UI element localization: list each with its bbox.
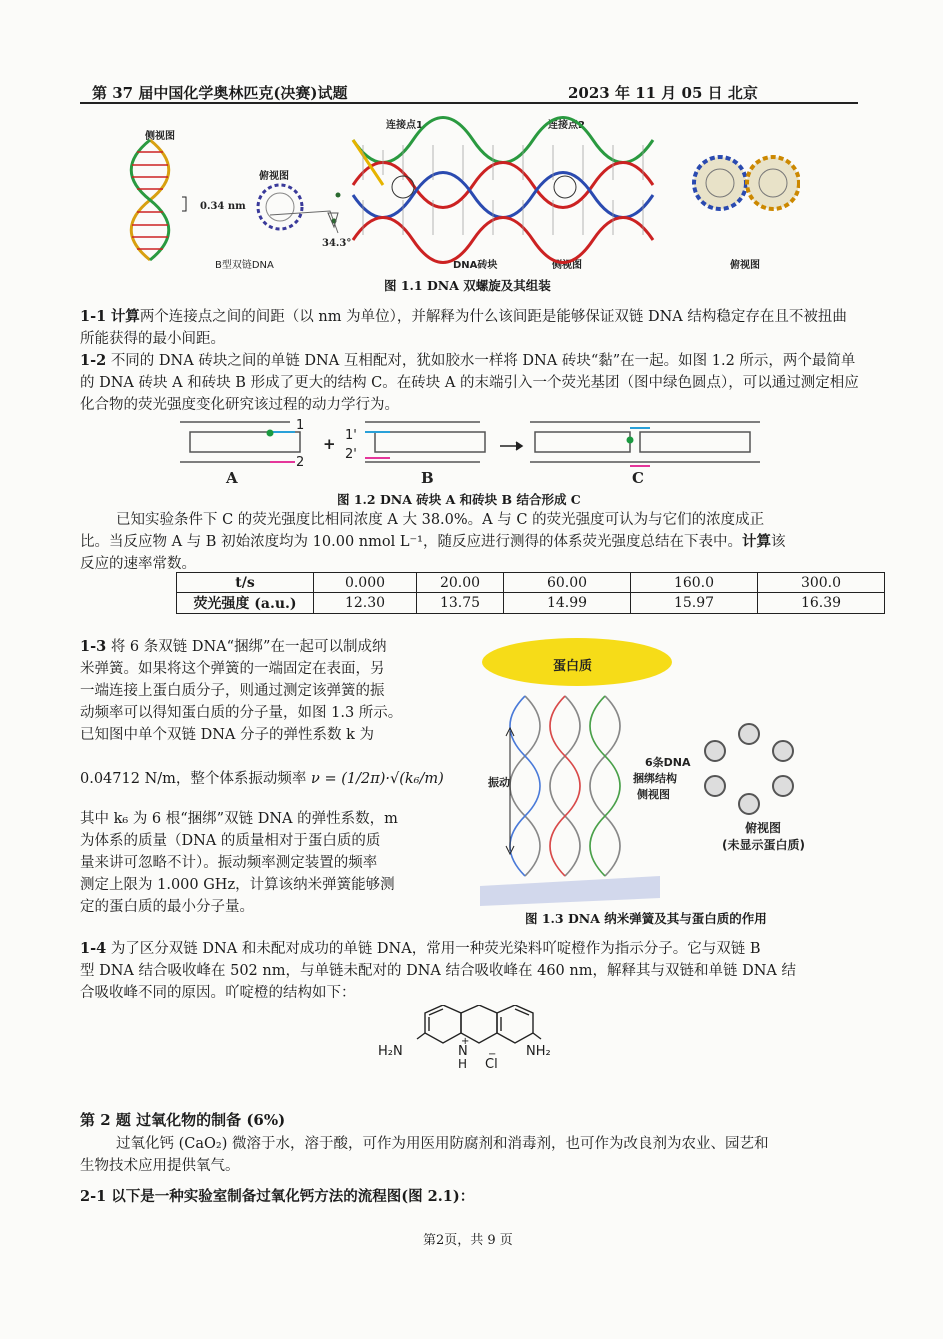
fluorescence-cell: 14.99 [504, 593, 631, 614]
paragraph-line: 米弹簧。如果将这个弹簧的一端固定在表面，另 [80, 661, 385, 677]
question-id: 1-2 [80, 352, 107, 369]
label-bdna: B型双链DNA [215, 260, 274, 271]
strand-2-label: 2 [296, 455, 305, 470]
top-view-ring [258, 185, 341, 233]
top-view-label: 俯视图 [745, 821, 782, 835]
chloride: Cl [485, 1057, 498, 1072]
bundle-label-3: 侧视图 [637, 788, 670, 801]
time-cell: 160.0 [631, 573, 758, 593]
top-view-note: (未显示蛋白质) [722, 838, 805, 852]
dna-helix-illustration [120, 115, 800, 275]
label-dna-brick: DNA砖块 [453, 260, 498, 271]
paragraph-line: 动频率可以得知蛋白质的分子量，如图 1.3 所示。 [80, 705, 403, 721]
label-angle: 34.3° [322, 238, 352, 249]
exam-title: 第 37 届中国化学奥林匹克(决赛)试题 [92, 84, 348, 102]
question-2-title: 第 2 题 过氧化物的制备 (6%) [80, 1111, 286, 1129]
chloride-charge: − [488, 1049, 497, 1060]
question-verb: 计算 [110, 308, 140, 325]
question-1-4 [80, 938, 860, 1004]
brick-b-label: B [421, 469, 434, 487]
paragraph-line: 1-4 为了区分双链 DNA 和未配对成功的单链 DNA，常用一种荧光染料吖啶橙作为指示分子。它与双链 B [80, 940, 761, 957]
fluorescence-cell: 16.39 [758, 593, 885, 614]
exam-date: 2023 年 11 月 05 日 北京 [568, 84, 758, 102]
question-text: 两个连接点之间的间距（以 nm 为单位），并解释为什么该间距是能够保证双链 DNA 结构稳定存在且不被扭曲所能获得的最小间距。 [80, 309, 847, 347]
nitrogen-charge: + [461, 1036, 470, 1047]
strand-2p-label: 2' [345, 447, 357, 462]
bundle-label-1: 6条DNA [645, 756, 691, 769]
assembly-top-view [694, 157, 799, 209]
header-rule [80, 102, 858, 104]
paragraph-line: 1-3 将 6 条双链 DNA“捆绑”在一起可以制成纳 [80, 638, 387, 655]
table-row [177, 573, 885, 593]
bundle-label-2: 捆绑结构 [633, 772, 677, 785]
time-cell: 0.000 [314, 573, 417, 593]
fluorescence-table [176, 572, 885, 614]
paragraph-line: 一端连接上蛋白质分子，则通过测定该弹簧的振 [80, 683, 385, 699]
paragraph-line: 比。当反应物 A 与 B 初始浓度均为 10.00 nmol L⁻¹，随反应进行测得的体系荧光强度总结在下表中。计算该 [80, 533, 786, 550]
caption-fig-1-3: 图 1.3 DNA 纳米弹簧及其与蛋白质的作用 [525, 911, 767, 926]
question-1-2 [80, 350, 860, 416]
brick-binding-diagram [170, 418, 770, 492]
paragraph-line: 过氧化钙 (CaO₂) 微溶于水，溶于酸，可作为用医用防腐剂和消毒剂，也可作为改良剂为农业、园艺和 [116, 1136, 769, 1152]
question-1-2-continued [80, 509, 860, 575]
caption-fig-1-1: 图 1.1 DNA 双螺旋及其组装 [384, 278, 551, 293]
paragraph-line: 定的蛋白质的最小分子量。 [80, 899, 254, 915]
question-text: 不同的 DNA 砖块之间的单链 DNA 互相配对，犹如胶水一样将 DNA 砖块“黏”在一起。如图 1.2 所示，两个最简单的 DNA 砖块 A 和砖块 B 形成了更大的结构 C。在砖块 A 的末端引入一个荧光基团（图中绿色圆点），可以通过测定相应化合物的荧光强度变化研究该过程的动力学行为。 [80, 353, 859, 413]
brick-a-label: A [226, 469, 238, 487]
strand-1p-label: 1' [345, 428, 357, 443]
time-cell: 60.00 [504, 573, 631, 593]
caption-fig-1-2: 图 1.2 DNA 砖块 A 和砖块 B 结合形成 C [337, 492, 581, 507]
label-joint-1: 连接点1 [386, 120, 423, 131]
label-side-view: 侧视图 [145, 131, 175, 142]
amine-left: H₂N [378, 1044, 403, 1059]
ring-nitrogen: N [458, 1044, 468, 1059]
b-dna-helix [131, 140, 186, 260]
paragraph-line: 为体系的质量（DNA 的质量相对于蛋白质的质 [80, 833, 381, 849]
formula-line: 0.04712 N/m，整个体系振动频率 ν = (1/2π)·√(k₆/m) [80, 771, 444, 787]
label-side-view-2: 侧视图 [552, 260, 582, 271]
question-1-3 [80, 636, 444, 918]
acridine-ring-svg [395, 1005, 545, 1067]
paragraph-line: 其中 k₆ 为 6 根“捆绑”双链 DNA 的弹性系数，m [80, 811, 398, 827]
paragraph-line: 反应的速率常数。 [80, 556, 196, 572]
table-row [177, 593, 885, 614]
paragraph-line: 测定上限为 1.000 GHz，计算该纳米弹簧能够测 [80, 877, 395, 893]
paragraph-line: 生物技术应用提供氧气。 [80, 1158, 240, 1174]
label-top-view: 俯视图 [259, 171, 289, 182]
fluorescence-cell: 13.75 [417, 593, 504, 614]
strand-1-label: 1 [296, 418, 305, 433]
paragraph-line: 合吸收峰不同的原因。吖啶橙的结构如下： [80, 985, 356, 1001]
question-1-1 [80, 306, 860, 350]
header-time: t/s [177, 573, 314, 593]
paragraph-line: 已知实验条件下 C 的荧光强度比相同浓度 A 大 38.0%。A 与 C 的荧光强度可认为与它们的浓度成正 [116, 512, 765, 528]
label-top-view-2: 俯视图 [730, 260, 760, 271]
paragraph-line: 型 DNA 结合吸收峰在 502 nm，与单链未配对的 DNA 结合吸收峰在 460 nm，解释其与双链和单链 DNA 结 [80, 963, 796, 979]
question-2-intro [80, 1133, 860, 1177]
paragraph-line: 已知图中单个双链 DNA 分子的弹性系数 k 为 [80, 727, 375, 743]
label-rise: 0.34 nm [200, 201, 246, 212]
question-id: 1-1 [80, 308, 107, 325]
time-cell: 20.00 [417, 573, 504, 593]
label-joint-2: 连接点2 [548, 120, 585, 131]
protein-label: 蛋白质 [553, 659, 593, 674]
question-2-1: 2-1 以下是一种实验室制备过氧化钙方法的流程图(图 2.1)： [80, 1188, 475, 1205]
amine-right: NH₂ [526, 1044, 551, 1059]
paragraph-line: 量来讲可忽略不计）。振动频率测定装置的频率 [80, 855, 378, 871]
plus-sign: + [323, 435, 336, 453]
page-number: 第2页，共 9 页 [423, 1233, 513, 1248]
fluorescence-cell: 12.30 [314, 593, 417, 614]
time-cell: 300.0 [758, 573, 885, 593]
frequency-formula: ν = (1/2π)·√(k₆/m) [311, 771, 444, 787]
structure-c-label: C [632, 469, 644, 487]
fluorescence-cell: 15.97 [631, 593, 758, 614]
header-fluorescence: 荧光强度 (a.u.) [177, 593, 314, 614]
vibration-label: 振动 [488, 776, 510, 789]
nitrogen-hydrogen: H [458, 1057, 468, 1071]
dna-brick-assembly [353, 118, 653, 263]
